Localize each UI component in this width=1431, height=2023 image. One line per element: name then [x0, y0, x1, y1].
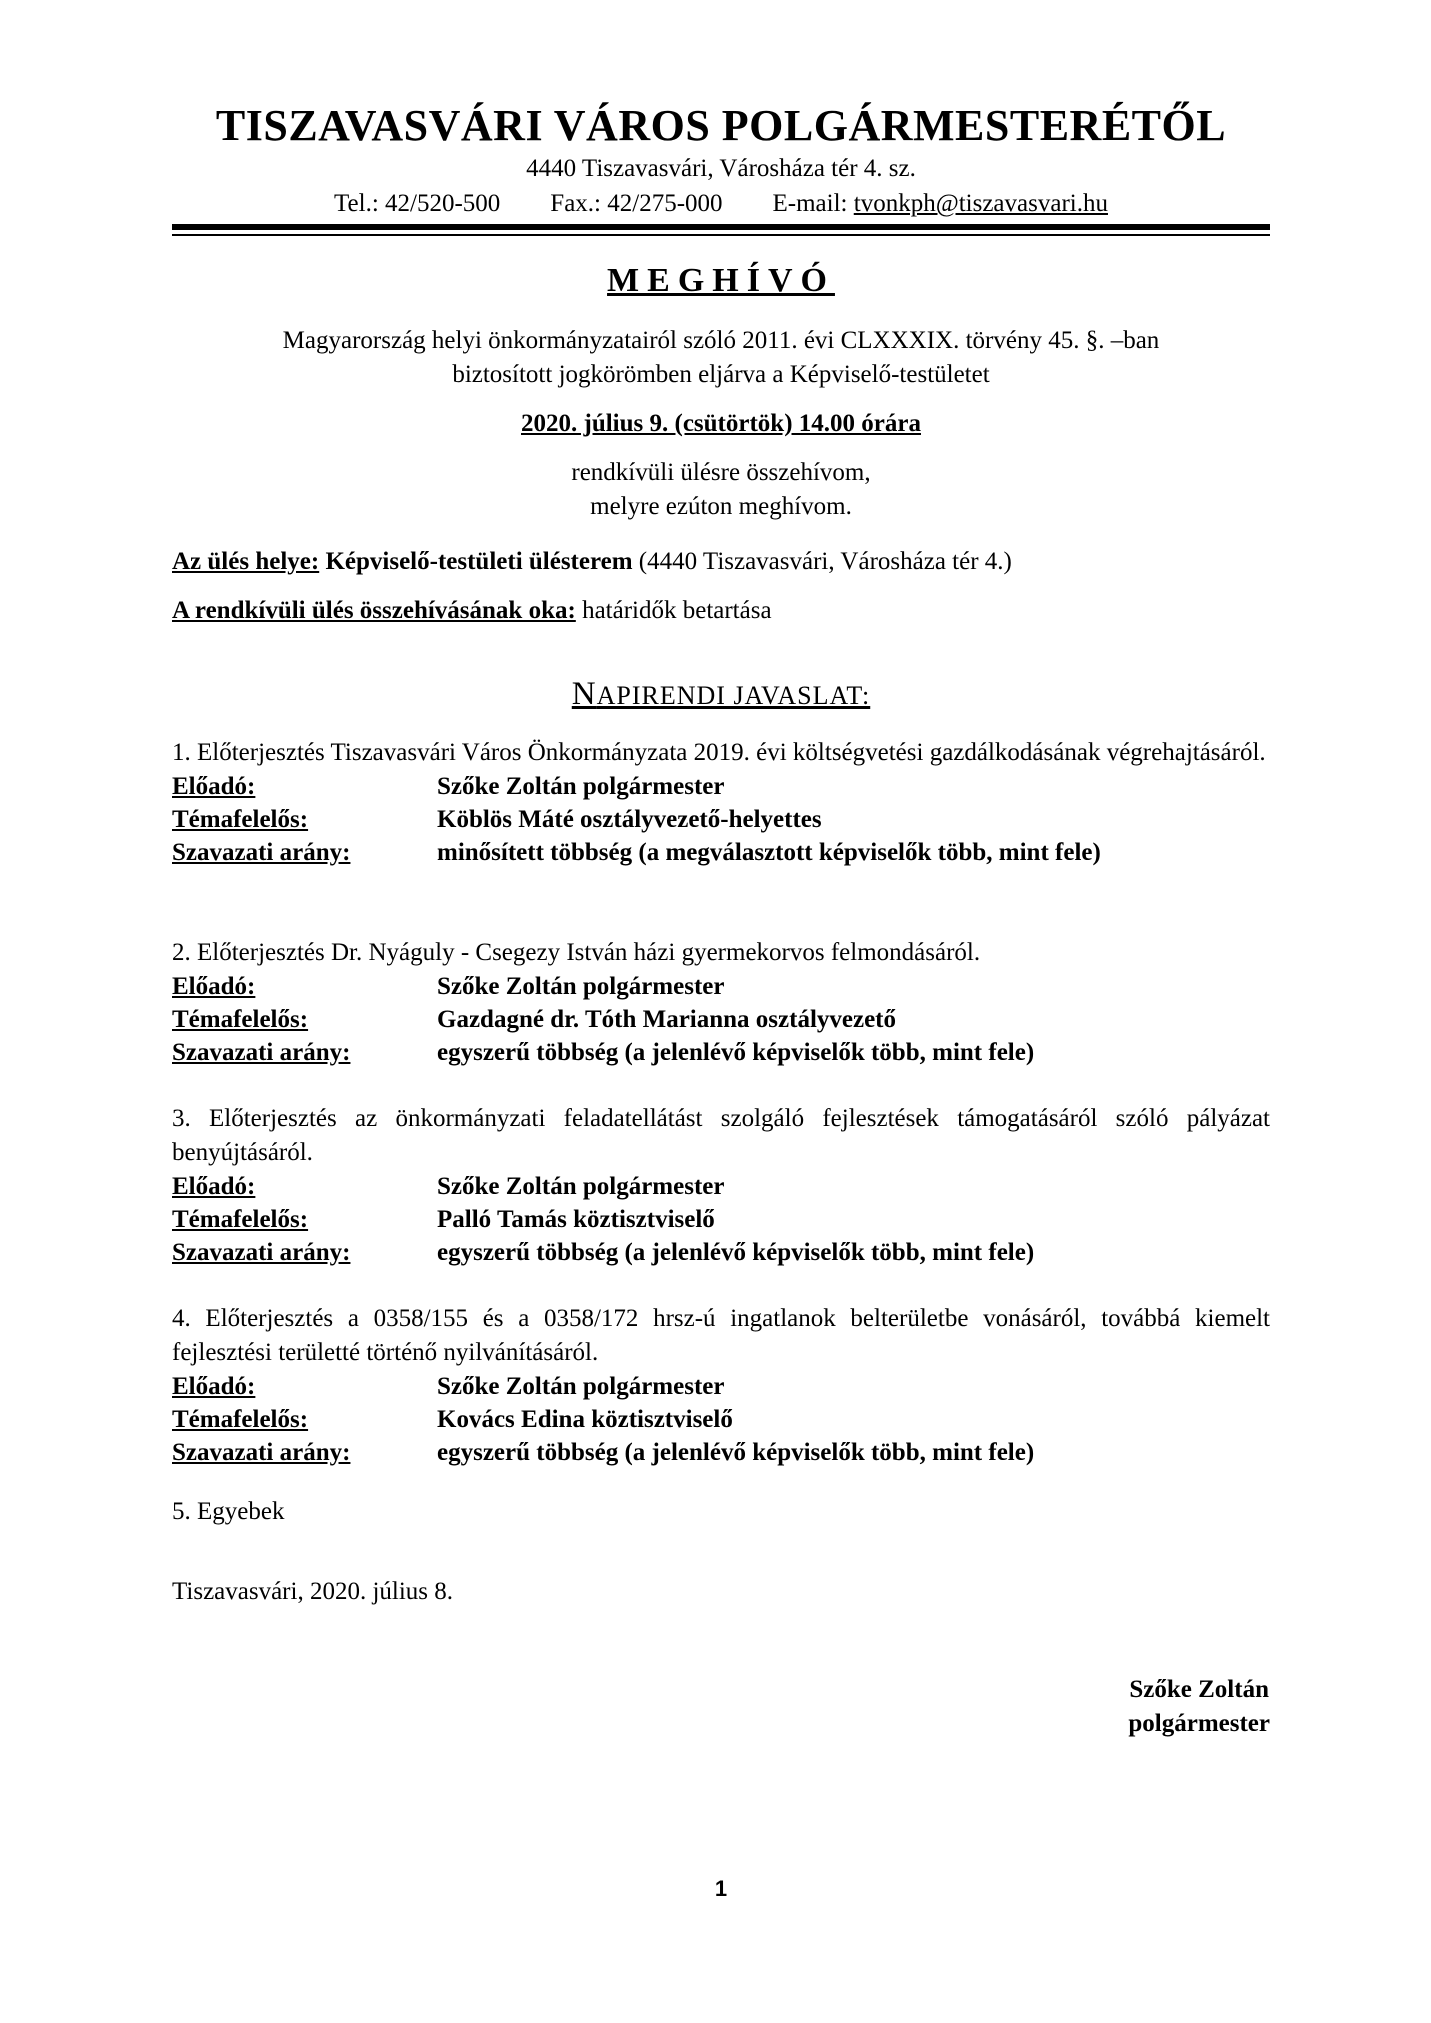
convene-line: rendkívüli ülésre összehívom, — [571, 459, 871, 486]
presenter-row — [172, 970, 1270, 1003]
convene-line: melyre ezúton meghívom. — [590, 493, 852, 520]
presenter-label: Előadó: — [172, 1172, 256, 1200]
agenda-title-rest: APIRENDI JAVASLAT: — [596, 681, 871, 710]
signer-name: Szőke Zoltán — [1129, 1676, 1269, 1703]
vote-value: egyszerű többség (a jelenlévő képviselők több, mint fele) — [437, 1038, 1035, 1066]
presenter-row — [172, 770, 1270, 803]
agenda-item-subject: 1. Előterjesztés Tiszavasvári Város Önkormányzata 2019. évi költségvetési gazdálkodásának végrehajtásáról. — [172, 739, 1266, 766]
presenter-label: Előadó: — [172, 972, 256, 1000]
responsible-row — [172, 1003, 1270, 1036]
agenda-title-initial: N — [571, 676, 597, 712]
responsible-value: Kovács Edina köztisztviselő — [437, 1405, 733, 1433]
agenda-title — [172, 676, 1270, 713]
responsible-row — [172, 803, 1270, 836]
invitation-intro — [172, 324, 1270, 392]
presenter-value: Szőke Zoltán polgármester — [437, 1172, 725, 1200]
tel-text: Tel.: 42/520-500 — [334, 190, 501, 217]
agenda-item-subject: 3. Előterjesztés az önkormányzati feladatellátást szolgáló fejlesztések támogatásáról szóló pályázat benyújtásáról. — [172, 1105, 1270, 1166]
invitation-title: MEGHÍVÓ — [607, 262, 835, 299]
responsible-label: Témafelelős: — [172, 805, 309, 833]
letterhead-contact — [172, 190, 1270, 218]
presenter-value: Szőke Zoltán polgármester — [437, 772, 725, 800]
email-link[interactable]: tvonkph@tiszavasvari.hu — [853, 190, 1108, 217]
place-and-date: Tiszavasvári, 2020. július 8. — [172, 1578, 454, 1605]
header-rule-thick — [172, 224, 1270, 230]
page-number: 1 — [714, 1876, 728, 1901]
vote-label: Szavazati arány: — [172, 1438, 351, 1466]
responsible-value: Köblös Máté osztályvezető-helyettes — [437, 805, 822, 833]
responsible-label: Témafelelős: — [172, 1405, 309, 1433]
venue-name: Képviselő-testületi ülésterem — [325, 548, 633, 575]
letterhead-title: TISZAVASVÁRI VÁROS POLGÁRMESTERÉTŐL — [215, 101, 1227, 150]
responsible-value: Gazdagné dr. Tóth Marianna osztályvezető — [437, 1005, 897, 1033]
signature-block — [1128, 1673, 1270, 1741]
meeting-reason — [172, 597, 1270, 625]
responsible-row — [172, 1403, 1270, 1436]
vote-value: egyszerű többség (a jelenlévő képviselők több, mint fele) — [437, 1438, 1035, 1466]
vote-label: Szavazati arány: — [172, 1038, 351, 1066]
meeting-venue — [172, 548, 1270, 576]
agenda-item — [172, 1302, 1270, 1469]
venue-label: Az ülés helye: — [172, 548, 320, 575]
venue-address: (4440 Tiszavasvári, Városháza tér 4.) — [638, 548, 1012, 575]
convene-text — [172, 456, 1270, 524]
presenter-row — [172, 1370, 1270, 1403]
responsible-label: Témafelelős: — [172, 1005, 309, 1033]
responsible-value: Palló Tamás köztisztviselő — [437, 1205, 715, 1233]
vote-value: egyszerű többség (a jelenlévő képviselők több, mint fele) — [437, 1238, 1035, 1266]
vote-value: minősített többség (a megválasztott képviselők több, mint fele) — [437, 838, 1101, 866]
vote-label: Szavazati arány: — [172, 838, 351, 866]
intro-line: biztosított jogkörömben eljárva a Képviselő-testületet — [452, 361, 990, 388]
vote-row — [172, 1436, 1270, 1469]
agenda-item-misc: 5. Egyebek — [172, 1498, 285, 1525]
agenda-item — [172, 736, 1270, 869]
presenter-label: Előadó: — [172, 1372, 256, 1400]
agenda-item — [172, 1102, 1270, 1269]
presenter-label: Előadó: — [172, 772, 256, 800]
meeting-date: 2020. július 9. (csütörtök) 14.00 órára — [521, 410, 921, 437]
agenda-item-subject: 2. Előterjesztés Dr. Nyáguly - Csegezy István házi gyermekorvos felmondásáról. — [172, 939, 981, 966]
email-label: E-mail: — [772, 190, 848, 217]
vote-row — [172, 1036, 1270, 1069]
signer-title: polgármester — [1128, 1710, 1270, 1737]
responsible-label: Témafelelős: — [172, 1205, 309, 1233]
agenda-item — [172, 936, 1270, 1069]
presenter-value: Szőke Zoltán polgármester — [437, 1372, 725, 1400]
letterhead-address: 4440 Tiszavasvári, Városháza tér 4. sz. — [526, 155, 916, 182]
reason-label: A rendkívüli ülés összehívásának oka: — [172, 597, 576, 624]
agenda-item-subject: 4. Előterjesztés a 0358/155 és a 0358/172 hrsz-ú ingatlanok belterületbe vonásáról, továbbá kiemelt fejlesztési területté történő nyilvánításáról. — [172, 1305, 1270, 1366]
vote-row — [172, 1236, 1270, 1269]
presenter-row — [172, 1170, 1270, 1203]
fax-text: Fax.: 42/275-000 — [550, 190, 723, 217]
responsible-row — [172, 1203, 1270, 1236]
reason-text: határidők betartása — [582, 597, 772, 624]
intro-line: Magyarország helyi önkormányzatairól szóló 2011. évi CLXXXIX. törvény 45. §. –ban — [282, 327, 1160, 354]
vote-label: Szavazati arány: — [172, 1238, 351, 1266]
presenter-value: Szőke Zoltán polgármester — [437, 972, 725, 1000]
vote-row — [172, 836, 1270, 869]
header-rule-thin — [172, 234, 1270, 236]
